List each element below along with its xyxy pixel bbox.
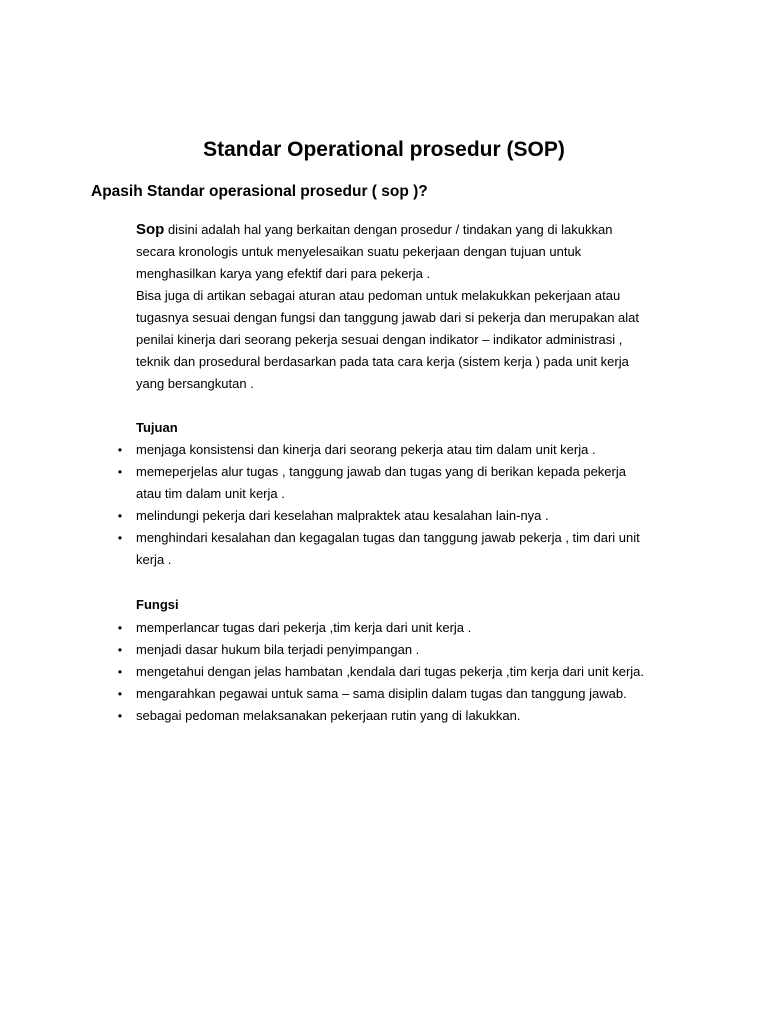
list-item	[115, 705, 715, 727]
list-item	[115, 505, 715, 527]
list-item-text: memeperjelas alur tugas , tanggung jawab dan tugas yang di berikan kepada pekerja	[136, 464, 626, 479]
list-item-text: sebagai pedoman melaksanakan pekerjaan rutin yang di lakukkan.	[136, 708, 521, 723]
list-item-text: memperlancar tugas dari pekerja ,tim kerja dari unit kerja .	[136, 620, 472, 635]
bullet-icon: •	[117, 443, 123, 457]
list-item-text: mengetahui dengan jelas hambatan ,kendala dari tugas pekerja ,tim kerja dari unit kerja.	[136, 664, 645, 679]
list-item	[115, 461, 715, 505]
document-title: Standar Operational prosedur (SOP)	[203, 138, 565, 161]
intro-paragraph	[136, 219, 706, 395]
bullet-icon: •	[117, 643, 123, 657]
tujuan-heading: Tujuan	[136, 420, 178, 435]
list-item-text: mengarahkan pegawai untuk sama – sama disiplin dalam tugas dan tanggung jawab.	[136, 686, 627, 701]
sop-term: Sop	[136, 221, 165, 238]
bullet-icon: •	[117, 665, 123, 679]
bullet-icon: •	[117, 465, 123, 479]
list-item-text: menjaga konsistensi dan kinerja dari seorang pekerja atau tim dalam unit kerja .	[136, 442, 596, 457]
list-item	[115, 639, 715, 661]
list-item-text: atau tim dalam unit kerja .	[136, 486, 285, 501]
bullet-icon: •	[117, 621, 123, 635]
list-item	[115, 661, 715, 683]
list-item	[115, 527, 715, 571]
intro-line: menghasilkan karya yang efektif dari para pekerja .	[136, 266, 431, 281]
bullet-icon: •	[117, 687, 123, 701]
intro-line: Bisa juga di artikan sebagai aturan atau pedoman untuk melakukkan pekerjaan atau	[136, 288, 621, 303]
list-item-text: melindungi pekerja dari keselahan malpraktek atau kesalahan lain-nya .	[136, 508, 549, 523]
list-item	[115, 683, 715, 705]
list-item	[115, 617, 715, 639]
list-item-text: kerja .	[136, 552, 172, 567]
section-question: Apasih Standar operasional prosedur ( sop )?	[91, 183, 428, 200]
intro-line	[136, 219, 706, 241]
list-item-text: menghindari kesalahan dan kegagalan tugas dan tanggung jawab pekerja , tim dari unit	[136, 530, 640, 545]
bullet-icon: •	[117, 709, 123, 723]
intro-line: teknik dan prosedural berdasarkan pada tata cara kerja (sistem kerja ) pada unit kerja	[136, 354, 629, 369]
intro-line: penilai kinerja dari seorang pekerja sesuai dengan indikator – indikator administrasi ,	[136, 332, 623, 347]
tujuan-list	[115, 439, 715, 571]
fungsi-heading: Fungsi	[136, 597, 179, 612]
list-item	[115, 439, 715, 461]
fungsi-list	[115, 617, 715, 727]
list-item-text: menjadi dasar hukum bila terjadi penyimpangan .	[136, 642, 420, 657]
intro-line: tugasnya sesuai dengan fungsi dan tanggung jawab dari si pekerja dan merupakan alat	[136, 310, 640, 325]
bullet-icon: •	[117, 509, 123, 523]
intro-line: yang bersangkutan .	[136, 376, 254, 391]
intro-first-line-text: disini adalah hal yang berkaitan dengan prosedur / tindakan yang di lakukkan	[164, 222, 613, 237]
intro-line: secara kronologis untuk menyelesaikan suatu pekerjaan dengan tujuan untuk	[136, 244, 582, 259]
bullet-icon: •	[117, 531, 123, 545]
